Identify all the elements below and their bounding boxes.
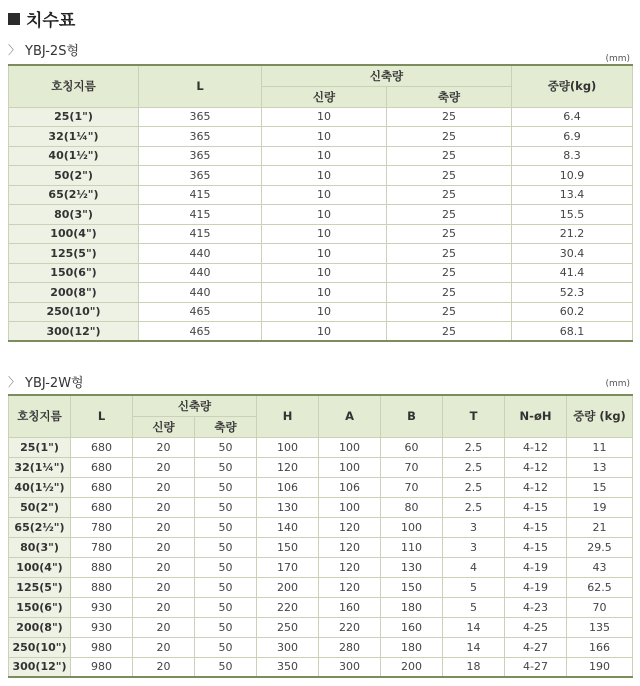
row-size-cell: 125(5") bbox=[9, 577, 71, 597]
row-size-cell: 100(4") bbox=[9, 557, 71, 577]
table-cell: 43 bbox=[567, 557, 633, 577]
table-cell: 220 bbox=[257, 597, 319, 617]
section1-title bbox=[8, 40, 79, 59]
chevron-right-icon: 〉 bbox=[8, 375, 21, 389]
section2-title bbox=[8, 372, 84, 391]
table-cell: 25 bbox=[387, 205, 512, 225]
table-cell: 680 bbox=[71, 497, 133, 517]
table-cell: 140 bbox=[257, 517, 319, 537]
table-cell: 4-12 bbox=[505, 477, 567, 497]
table-cell: 14 bbox=[443, 637, 505, 657]
table-cell: 20 bbox=[133, 597, 195, 617]
table-row bbox=[9, 283, 633, 303]
table-cell: 120 bbox=[319, 577, 381, 597]
table-cell: 70 bbox=[381, 457, 443, 477]
header-a: A bbox=[319, 395, 381, 437]
header-t: T bbox=[443, 395, 505, 437]
table-cell: 6.4 bbox=[512, 107, 633, 127]
square-bullet-icon bbox=[8, 13, 20, 25]
table-cell: 3 bbox=[443, 517, 505, 537]
row-size-cell: 100(4") bbox=[9, 224, 139, 244]
table-row bbox=[9, 146, 633, 166]
table-cell: 930 bbox=[71, 597, 133, 617]
table-cell: 680 bbox=[71, 477, 133, 497]
row-size-cell: 32(1¼") bbox=[9, 127, 139, 147]
row-size-cell: 25(1") bbox=[9, 437, 71, 457]
row-size-cell: 200(8") bbox=[9, 617, 71, 637]
table-cell: 120 bbox=[319, 537, 381, 557]
header-size: 호칭지름 bbox=[9, 395, 71, 437]
row-size-cell: 150(6") bbox=[9, 597, 71, 617]
row-size-cell: 80(3") bbox=[9, 205, 139, 225]
table-cell: 880 bbox=[71, 577, 133, 597]
header-l: L bbox=[139, 65, 262, 107]
page-title bbox=[8, 6, 75, 31]
table-cell: 20 bbox=[133, 557, 195, 577]
header-l: L bbox=[71, 395, 133, 437]
table-cell: 50 bbox=[195, 477, 257, 497]
table-cell: 10 bbox=[262, 127, 387, 147]
table-cell: 70 bbox=[381, 477, 443, 497]
table-cell: 2.5 bbox=[443, 437, 505, 457]
table-cell: 680 bbox=[71, 437, 133, 457]
table-row bbox=[9, 497, 633, 517]
table-cell: 780 bbox=[71, 537, 133, 557]
table-cell: 21 bbox=[567, 517, 633, 537]
table-cell: 4-15 bbox=[505, 537, 567, 557]
table-cell: 60 bbox=[381, 437, 443, 457]
table-cell: 15 bbox=[567, 477, 633, 497]
table-cell: 166 bbox=[567, 637, 633, 657]
table-cell: 30.4 bbox=[512, 244, 633, 264]
table-cell: 50 bbox=[195, 597, 257, 617]
table-cell: 440 bbox=[139, 283, 262, 303]
table-cell: 100 bbox=[319, 437, 381, 457]
section1-title-text: YBJ-2S형 bbox=[25, 44, 80, 59]
table-row bbox=[9, 127, 633, 147]
table-cell: 280 bbox=[319, 637, 381, 657]
header-weight: 중량(kg) bbox=[512, 65, 633, 107]
row-size-cell: 250(10") bbox=[9, 302, 139, 322]
table-cell: 50 bbox=[195, 557, 257, 577]
table-cell: 10 bbox=[262, 205, 387, 225]
table-cell: 4-23 bbox=[505, 597, 567, 617]
table-cell: 50 bbox=[195, 517, 257, 537]
table-cell: 415 bbox=[139, 224, 262, 244]
section2-unit: (mm) bbox=[605, 379, 630, 389]
table-cell: 880 bbox=[71, 557, 133, 577]
row-size-cell: 200(8") bbox=[9, 283, 139, 303]
table-cell: 25 bbox=[387, 107, 512, 127]
chevron-right-icon: 〉 bbox=[8, 43, 21, 57]
table-cell: 52.3 bbox=[512, 283, 633, 303]
table-cell: 130 bbox=[257, 497, 319, 517]
table-cell: 365 bbox=[139, 166, 262, 186]
table-cell: 465 bbox=[139, 302, 262, 322]
table-cell: 3 bbox=[443, 537, 505, 557]
table-cell: 415 bbox=[139, 205, 262, 225]
table-row bbox=[9, 457, 633, 477]
table-cell: 4-19 bbox=[505, 577, 567, 597]
header-n-oh: N-øH bbox=[505, 395, 567, 437]
table-row bbox=[9, 263, 633, 283]
table-cell: 4-27 bbox=[505, 637, 567, 657]
table-cell: 190 bbox=[567, 657, 633, 677]
table-cell: 10 bbox=[262, 263, 387, 283]
row-size-cell: 40(1½") bbox=[9, 477, 71, 497]
table-ybj-2w bbox=[8, 394, 633, 678]
table-row bbox=[9, 322, 633, 342]
row-size-cell: 50(2") bbox=[9, 497, 71, 517]
table-cell: 180 bbox=[381, 597, 443, 617]
table-cell: 10 bbox=[262, 244, 387, 264]
table-row bbox=[9, 637, 633, 657]
row-size-cell: 65(2½") bbox=[9, 185, 139, 205]
table-cell: 18 bbox=[443, 657, 505, 677]
table-row bbox=[9, 597, 633, 617]
table-cell: 160 bbox=[319, 597, 381, 617]
table-cell: 2.5 bbox=[443, 457, 505, 477]
table-row bbox=[9, 205, 633, 225]
table-cell: 50 bbox=[195, 537, 257, 557]
table-cell: 4-19 bbox=[505, 557, 567, 577]
table-cell: 20 bbox=[133, 477, 195, 497]
table-row bbox=[9, 244, 633, 264]
table-cell: 106 bbox=[319, 477, 381, 497]
table-cell: 20 bbox=[133, 497, 195, 517]
table-cell: 13 bbox=[567, 457, 633, 477]
table-cell: 60.2 bbox=[512, 302, 633, 322]
table-row bbox=[9, 617, 633, 637]
page-title-text: 치수표 bbox=[26, 11, 76, 31]
table-cell: 120 bbox=[319, 517, 381, 537]
header-shrink: 축량 bbox=[195, 416, 257, 437]
table-ybj-2s bbox=[8, 64, 633, 342]
table-cell: 10 bbox=[262, 146, 387, 166]
table-cell: 10 bbox=[262, 185, 387, 205]
table-cell: 10 bbox=[262, 283, 387, 303]
header-shrink: 축량 bbox=[387, 86, 512, 107]
table-cell: 25 bbox=[387, 127, 512, 147]
table-cell: 130 bbox=[381, 557, 443, 577]
table-row bbox=[9, 477, 633, 497]
header-size: 호칭지름 bbox=[9, 65, 139, 107]
table-cell: 365 bbox=[139, 127, 262, 147]
table-cell: 25 bbox=[387, 224, 512, 244]
table-cell: 350 bbox=[257, 657, 319, 677]
table-cell: 50 bbox=[195, 457, 257, 477]
table-cell: 250 bbox=[257, 617, 319, 637]
header-stretch: 신량 bbox=[262, 86, 387, 107]
table-cell: 62.5 bbox=[567, 577, 633, 597]
table-cell: 25 bbox=[387, 146, 512, 166]
table-cell: 25 bbox=[387, 263, 512, 283]
table-cell: 20 bbox=[133, 457, 195, 477]
table-cell: 4-15 bbox=[505, 517, 567, 537]
table-cell: 106 bbox=[257, 477, 319, 497]
row-size-cell: 32(1¼") bbox=[9, 457, 71, 477]
table-cell: 80 bbox=[381, 497, 443, 517]
table-cell: 120 bbox=[319, 557, 381, 577]
table-cell: 20 bbox=[133, 537, 195, 557]
table-cell: 135 bbox=[567, 617, 633, 637]
section1-unit: (mm) bbox=[605, 54, 630, 64]
table-cell: 200 bbox=[257, 577, 319, 597]
table-cell: 440 bbox=[139, 244, 262, 264]
table-cell: 150 bbox=[381, 577, 443, 597]
table-cell: 10 bbox=[262, 322, 387, 342]
table-cell: 4 bbox=[443, 557, 505, 577]
table-cell: 68.1 bbox=[512, 322, 633, 342]
table-cell: 6.9 bbox=[512, 127, 633, 147]
table-cell: 4-12 bbox=[505, 457, 567, 477]
table-cell: 100 bbox=[319, 497, 381, 517]
table-cell: 200 bbox=[381, 657, 443, 677]
header-expansion: 신축량 bbox=[133, 395, 257, 416]
table-cell: 10.9 bbox=[512, 166, 633, 186]
table-cell: 21.2 bbox=[512, 224, 633, 244]
table-cell: 25 bbox=[387, 322, 512, 342]
table-cell: 15.5 bbox=[512, 205, 633, 225]
header-h: H bbox=[257, 395, 319, 437]
table-cell: 8.3 bbox=[512, 146, 633, 166]
table-cell: 220 bbox=[319, 617, 381, 637]
row-size-cell: 40(1½") bbox=[9, 146, 139, 166]
header-stretch: 신량 bbox=[133, 416, 195, 437]
row-size-cell: 50(2") bbox=[9, 166, 139, 186]
table-cell: 2.5 bbox=[443, 477, 505, 497]
table-cell: 4-27 bbox=[505, 657, 567, 677]
table-cell: 50 bbox=[195, 577, 257, 597]
table-cell: 465 bbox=[139, 322, 262, 342]
table-cell: 20 bbox=[133, 517, 195, 537]
row-size-cell: 65(2½") bbox=[9, 517, 71, 537]
row-size-cell: 125(5") bbox=[9, 244, 139, 264]
header-expansion: 신축량 bbox=[262, 65, 512, 86]
table-row bbox=[9, 302, 633, 322]
table-row bbox=[9, 185, 633, 205]
table-cell: 160 bbox=[381, 617, 443, 637]
table-cell: 365 bbox=[139, 107, 262, 127]
table-cell: 365 bbox=[139, 146, 262, 166]
table-cell: 10 bbox=[262, 166, 387, 186]
table-cell: 5 bbox=[443, 597, 505, 617]
table-cell: 980 bbox=[71, 657, 133, 677]
table-cell: 50 bbox=[195, 437, 257, 457]
table-cell: 440 bbox=[139, 263, 262, 283]
table-cell: 20 bbox=[133, 657, 195, 677]
table-cell: 20 bbox=[133, 577, 195, 597]
table-cell: 4-15 bbox=[505, 497, 567, 517]
table-cell: 170 bbox=[257, 557, 319, 577]
row-size-cell: 300(12") bbox=[9, 657, 71, 677]
table-cell: 25 bbox=[387, 185, 512, 205]
table-cell: 10 bbox=[262, 302, 387, 322]
table-cell: 29.5 bbox=[567, 537, 633, 557]
row-size-cell: 150(6") bbox=[9, 263, 139, 283]
table-row bbox=[9, 224, 633, 244]
table-cell: 100 bbox=[319, 457, 381, 477]
table-cell: 780 bbox=[71, 517, 133, 537]
table-cell: 41.4 bbox=[512, 263, 633, 283]
table-cell: 415 bbox=[139, 185, 262, 205]
table-cell: 10 bbox=[262, 224, 387, 244]
header-b: B bbox=[381, 395, 443, 437]
table-cell: 50 bbox=[195, 637, 257, 657]
table-row bbox=[9, 517, 633, 537]
table-row bbox=[9, 437, 633, 457]
table-cell: 25 bbox=[387, 244, 512, 264]
row-size-cell: 250(10") bbox=[9, 637, 71, 657]
table-row bbox=[9, 577, 633, 597]
table-cell: 70 bbox=[567, 597, 633, 617]
section2-title-text: YBJ-2W형 bbox=[25, 376, 84, 391]
table-cell: 10 bbox=[262, 107, 387, 127]
table-cell: 25 bbox=[387, 302, 512, 322]
table-cell: 25 bbox=[387, 283, 512, 303]
header-weight: 중량 (kg) bbox=[567, 395, 633, 437]
table-cell: 20 bbox=[133, 617, 195, 637]
table-row bbox=[9, 107, 633, 127]
table-row bbox=[9, 166, 633, 186]
table-cell: 19 bbox=[567, 497, 633, 517]
table-cell: 110 bbox=[381, 537, 443, 557]
table-cell: 4-25 bbox=[505, 617, 567, 637]
table-cell: 100 bbox=[257, 437, 319, 457]
table-cell: 980 bbox=[71, 637, 133, 657]
table-cell: 120 bbox=[257, 457, 319, 477]
table-row bbox=[9, 537, 633, 557]
table-cell: 20 bbox=[133, 437, 195, 457]
table-cell: 11 bbox=[567, 437, 633, 457]
table-cell: 25 bbox=[387, 166, 512, 186]
table-cell: 4-12 bbox=[505, 437, 567, 457]
table-cell: 14 bbox=[443, 617, 505, 637]
table-cell: 50 bbox=[195, 617, 257, 637]
table-cell: 13.4 bbox=[512, 185, 633, 205]
table-cell: 50 bbox=[195, 657, 257, 677]
table-cell: 930 bbox=[71, 617, 133, 637]
row-size-cell: 80(3") bbox=[9, 537, 71, 557]
table-cell: 180 bbox=[381, 637, 443, 657]
table-row bbox=[9, 657, 633, 677]
table-cell: 680 bbox=[71, 457, 133, 477]
table-cell: 5 bbox=[443, 577, 505, 597]
table-cell: 20 bbox=[133, 637, 195, 657]
table-cell: 300 bbox=[257, 637, 319, 657]
table-cell: 300 bbox=[319, 657, 381, 677]
table-cell: 150 bbox=[257, 537, 319, 557]
table-cell: 100 bbox=[381, 517, 443, 537]
table-cell: 2.5 bbox=[443, 497, 505, 517]
table-cell: 50 bbox=[195, 497, 257, 517]
row-size-cell: 300(12") bbox=[9, 322, 139, 342]
table-row bbox=[9, 557, 633, 577]
row-size-cell: 25(1") bbox=[9, 107, 139, 127]
